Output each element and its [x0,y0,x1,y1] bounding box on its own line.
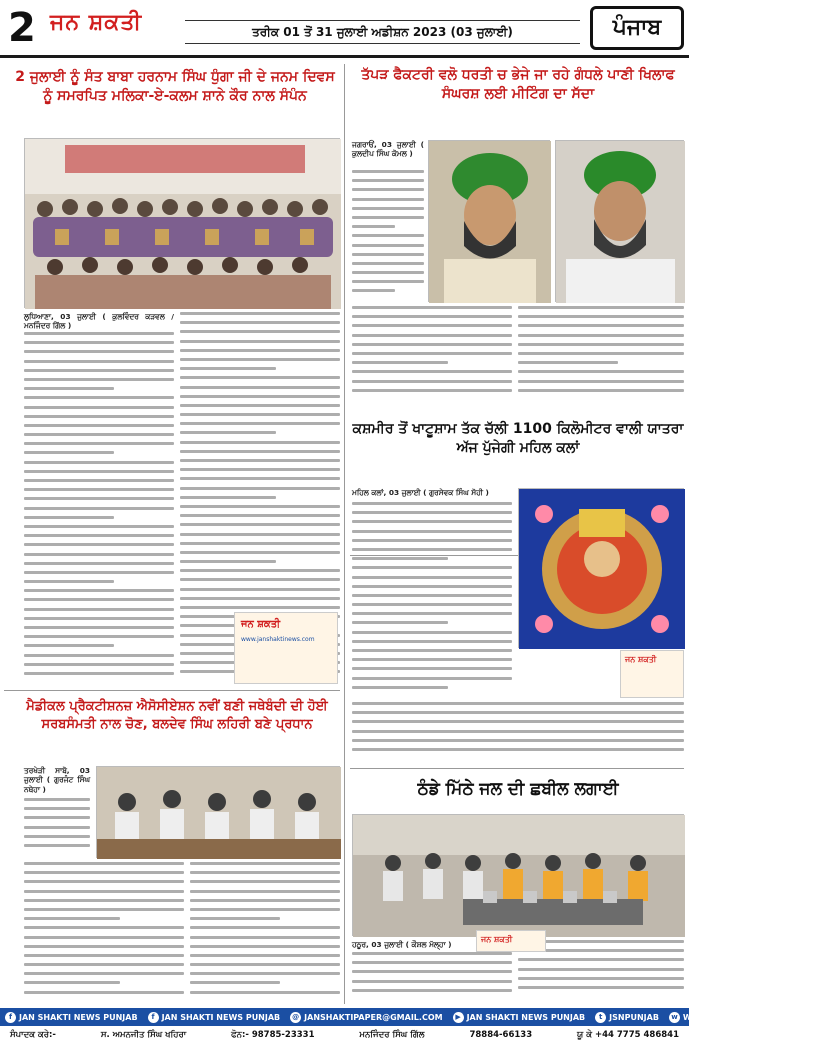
text-line [180,367,276,370]
text-line [180,496,276,499]
photo-award-ceremony [24,138,340,308]
text-line [24,507,174,510]
text-line [352,730,684,733]
text-line [24,525,174,528]
text-line [180,468,340,471]
text-line [190,991,340,994]
ad-janshakti-2 [620,650,684,698]
text-line [24,954,184,957]
text-line [180,606,340,609]
manager-name: ਮਨਜਿੰਦਰ ਸਿੰਘ ਗਿੱਲ [359,1030,425,1040]
text-line [24,816,90,819]
text-line [24,617,174,620]
text-line [24,571,174,574]
text-line [518,324,684,327]
text-line [24,387,114,390]
text-line [24,562,174,565]
text-line [24,826,90,829]
text-line [24,516,114,519]
article-4-dateline: ਤਰਖੇੜੀ ਸਾਬੋ, 03 ਜੁਲਾਈ ( ਗੁਰਜੰਟ ਸਿੰਘ ਨਥੇਹਾ ) [24,766,90,794]
text-line [352,603,512,606]
publisher-phone: ਫੋਨ:- 98785-23331 [231,1030,315,1040]
text-line [24,936,184,939]
footer-item-label: WWW.JANSHAKTINEWS.COM [682,1012,812,1022]
footer-item-label: JANSHAKTIPAPER@GMAIL.COM [304,1012,443,1022]
text-line [352,216,424,219]
text-line [518,968,684,971]
text-line [24,972,184,975]
text-line [352,686,448,689]
article-3-dateline: ਮਹਿਲ ਕਲਾਂ, 03 ਜੁਲਾਈ ( ਗੁਰਸੇਵਕ ਸਿੰਘ ਸੋਹੀ ) [352,488,489,497]
text-line [352,324,512,327]
deity-graphic [519,489,685,649]
ad-logo: ਜਨ ਸ਼ਕਤੀ [481,935,513,944]
text-line [190,862,340,865]
text-line [352,188,424,191]
text-line [352,739,684,742]
text-line [24,871,184,874]
row-divider [350,768,684,769]
text-line [518,380,684,383]
footer-item [143,1012,286,1023]
text-line [24,807,90,810]
ad-website: www.janshaktinews.com [241,636,315,643]
text-line [190,936,340,939]
footer-item-label: JAN SHAKTI NEWS PUNJAB [161,1012,281,1022]
footer-item [0,1012,143,1023]
footer-item-label: JAN SHAKTI NEWS PUNJAB [19,1012,138,1022]
text-line [190,926,340,929]
footer-item [448,1012,591,1023]
text-line [24,654,174,657]
article-2-dateline: ਜਗਰਾਓਂ, 03 ਜੁਲਾਈ ( ਕੁਲਦੀਪ ਸਿੰਘ ਕੋਮਲ ) [352,140,424,159]
text-line [24,332,174,335]
text-line [180,395,340,398]
text-line [24,553,174,556]
text-line [190,954,340,957]
text-line [24,350,174,353]
text-line [24,598,174,601]
text-line [24,844,90,847]
text-line [518,389,684,392]
text-line [24,543,174,546]
headline-article-3: ਕਸ਼ਮੀਰ ਤੋਂ ਖਾਟੂਸ਼ਾਮ ਤੱਕ ਚੱਲੀ 1100 ਕਿਲੋਮੀਟਰ ਵਾਲੀ ਯਾਤਰਾ ਅੱਜ ਪੁੱਜੇਗੀ ਮਹਿਲ ਕਲਾਂ [352,421,684,456]
publisher-name: ਸ. ਅਮਨਜੀਤ ਸਿੰਘ ਖਹਿਰਾ [100,1030,187,1040]
text-line [190,972,340,975]
manager-phone: 78884-66133 [469,1030,533,1040]
text-line [518,977,684,980]
text-line [24,488,174,491]
article-4-body-col-3 [190,862,340,1002]
text-line [24,899,184,902]
article-4-body-col-1 [24,798,90,858]
text-line [352,677,512,680]
article-3-body [352,502,512,702]
text-line [24,369,174,372]
text-line [24,461,174,464]
text-line [24,451,114,454]
text-line [352,271,424,274]
article-2-body-col-3 [518,306,684,406]
text-line [24,890,184,893]
text-line [24,908,184,911]
text-line [24,644,114,647]
text-line [24,880,184,883]
portrait-graphic [429,141,551,303]
text-line [180,459,340,462]
facebook-icon: f [5,1012,16,1023]
web-icon: w [669,1012,680,1023]
text-line [352,548,512,551]
text-line [24,862,184,865]
text-line [180,321,340,324]
text-line [352,179,424,182]
article-5-dateline: ਹਠੂਰ, 03 ਜੁਲਾਈ ( ਕੌਸ਼ਲ ਮੱਲ੍ਹਾ ) [352,940,452,949]
newspaper-logo: ਜਨ ਸ਼ਕਤੀ [50,10,143,35]
text-line [24,635,174,638]
text-line [352,566,512,569]
text-line [24,442,174,445]
text-line [180,376,340,379]
article-1-body-col-1 [24,332,174,684]
text-line [180,431,276,434]
twitter-icon: t [595,1012,606,1023]
text-line [352,576,512,579]
text-line [180,358,340,361]
text-line [24,406,174,409]
text-line [518,352,684,355]
text-line [518,958,684,961]
footer-item [664,1012,816,1023]
text-line [180,578,340,581]
text-line [352,334,512,337]
article-5-body-col-1 [352,952,512,1002]
text-line [190,963,340,966]
text-line [180,340,340,343]
text-line [24,341,174,344]
text-line [24,926,184,929]
text-line [352,711,684,714]
text-line [190,908,340,911]
text-line [352,585,512,588]
text-line [352,970,512,973]
text-line [352,621,448,624]
text-line [180,514,340,517]
text-line [352,612,512,615]
text-line [352,557,448,560]
youtube-icon: ▶ [453,1012,464,1023]
ad-logo: ਜਨ ਸ਼ਕਤੀ [625,655,657,664]
chhabeel-graphic [353,815,685,937]
article-1-dateline: ਲੁਧਿਆਣਾ, 03 ਜੁਲਾਈ ( ਕੁਲਵਿੰਦਰ ਕੜਵਲ / ਮਨਜਿੰਦਰ ਗਿੱਲ ) [24,312,174,331]
footer-social-bar [0,1008,812,1026]
email-icon: @ [292,1012,300,1021]
photo-deity-khatu-shyam [518,488,684,648]
text-line [180,450,340,453]
text-line [518,343,684,346]
text-line [24,589,174,592]
row-divider [4,690,340,691]
text-line [352,225,395,228]
text-line [352,980,512,983]
text-line [352,631,512,634]
text-line [352,702,684,705]
footer-item-label: JAN SHAKTI NEWS PUNJAB [466,1012,586,1022]
text-line [352,315,512,318]
footer-credits [0,1027,689,1043]
text-line [180,523,340,526]
text-line [180,597,340,600]
text-line [352,306,512,309]
text-line [24,626,174,629]
text-line [24,835,90,838]
headline-article-4: ਮੈਡੀਕਲ ਪ੍ਰੈਕਟੀਸ਼ਨਜ਼ ਐਸੋਸੀਏਸ਼ਨ ਨਵੀਂ ਬਣੀ ਜਥੇਬੰਦੀ ਦੀ ਹੋਈ ਸਰਬਸੰਮਤੀ ਨਾਲ ਚੋਣ, ਬਲਦੇਵ ਸਿੰਘ ਲਹਿਰੀ ਬਣੇ ਪ੍ਰਧਾਨ [26,699,328,732]
text-line [180,560,276,563]
text-line [24,945,184,948]
text-line [190,880,340,883]
text-line [180,330,340,333]
text-line [190,899,340,902]
text-line [24,963,184,966]
text-line [352,502,512,505]
text-line [352,667,512,670]
date-line: ਤਰੀਕ 01 ਤੋਂ 31 ਜੁਲਾਈ ਅਡੀਸ਼ਨ 2023 (03 ਜੁਲਾਈ) [185,20,580,44]
text-line [352,244,424,247]
masthead [0,0,689,58]
uk-phone: ਯੂ ਕੇ +44 7775 486841 [577,1030,679,1040]
ad-janshakti-1 [234,612,338,684]
photo-man-green-turban-2 [555,140,684,302]
group-photo-graphic [25,139,341,309]
text-line [24,360,174,363]
headline-article-1: 2 ਜੁਲਾਈ ਨੂੰ ਸੰਤ ਬਾਬਾ ਹਰਨਾਮ ਸਿੰਘ ਧੁੰਗਾ ਜੀ ਦੇ ਜਨਮ ਦਿਵਸ ਨੂੰ ਸਮਰਪਿਤ ਮਲਿਕਾ-ਏ-ਕਲਮ ਸ਼ਾਨੇ ਕੌਰ ਨਾਲ ਸੰਪੰਨ [15,69,335,104]
text-line [352,530,512,533]
editor-label: ਸੰਪਾਦਕ ਕਰੇ:- [10,1030,56,1040]
article-4-body-col-2 [24,862,184,1002]
article-2-body-col-2 [352,306,512,406]
text-line [352,539,512,542]
text-line [352,280,424,283]
text-line [24,534,174,537]
text-line [352,253,424,256]
text-line [180,404,340,407]
text-line [352,289,395,292]
text-line [352,234,424,237]
photo-chhabeel [352,814,684,936]
text-line [352,361,448,364]
text-line [24,580,114,583]
text-line [24,981,120,984]
text-line [352,961,512,964]
text-line [190,981,280,984]
footer-item [590,1012,664,1023]
text-line [352,511,512,514]
text-line [352,640,512,643]
text-line [180,542,340,545]
text-line [352,207,424,210]
text-line [24,378,174,381]
section-label: ਪੰਜਾਬ [590,6,684,50]
text-line [190,917,280,920]
text-line [352,352,512,355]
column-divider [344,64,345,1004]
text-line [352,343,512,346]
text-line [24,396,174,399]
ad-logo: ਜਨ ਸ਼ਕਤੀ [241,619,281,630]
article-3-body-2 [352,702,684,760]
text-line [180,441,340,444]
text-line [352,262,424,265]
text-line [24,497,174,500]
text-line [24,608,174,611]
text-line [518,370,684,373]
article-2-body-col-1 [352,170,424,300]
text-line [180,312,340,315]
text-line [518,334,684,337]
text-line [24,663,174,666]
text-line [24,470,174,473]
text-line [352,198,424,201]
portrait-graphic [556,141,685,303]
footer-item-label: JSNPUNJAB [609,1012,659,1022]
text-line [180,487,340,490]
facebook-icon: f [148,1012,159,1023]
footer-item [285,1012,447,1023]
text-line [352,380,512,383]
page-number: 2 [8,5,36,51]
text-line [180,413,340,416]
text-line [24,672,174,675]
text-line [352,720,684,723]
text-line [180,505,340,508]
text-line [518,986,684,989]
text-line [352,389,512,392]
text-line [180,533,340,536]
text-line [24,917,120,920]
text-line [24,433,174,436]
text-line [180,588,340,591]
text-line [190,945,340,948]
meeting-graphic [97,767,341,859]
photo-man-green-turban-1 [428,140,550,302]
text-line [518,315,684,318]
text-line [180,386,340,389]
text-line [190,890,340,893]
ad-janshakti-3 [476,930,546,952]
text-line [24,424,174,427]
text-line [352,748,684,751]
text-line [352,658,512,661]
text-line [352,170,424,173]
headline-article-5: ਠੰਡੇ ਮਿੱਠੇ ਜਲ ਦੀ ਛਬੀਲ ਲਗਾਈ [417,779,619,799]
text-line [24,991,184,994]
text-line [352,649,512,652]
text-line [180,477,340,480]
text-line [180,569,340,572]
headline-article-2: ਤੱਪੜ ਫੈਕਟਰੀ ਵਲੋ ਧਰਤੀ ਚ ਭੇਜੇ ਜਾ ਰਹੇ ਗੰਧਲੇ ਪਾਣੀ ਖਿਲਾਫ ਸੰਘਰਸ਼ ਲਈ ਮੀਟਿੰਗ ਦਾ ਸੱਦਾ [361,67,675,102]
text-line [518,306,684,309]
text-line [180,422,340,425]
text-line [180,349,340,352]
text-line [24,479,174,482]
text-line [352,370,512,373]
text-line [352,594,512,597]
text-line [518,361,618,364]
text-line [190,871,340,874]
text-line [24,798,90,801]
text-line [180,551,340,554]
text-line [352,989,512,992]
text-line [352,952,512,955]
text-line [352,520,512,523]
photo-medical-association-meeting [96,766,340,858]
text-line [24,415,174,418]
